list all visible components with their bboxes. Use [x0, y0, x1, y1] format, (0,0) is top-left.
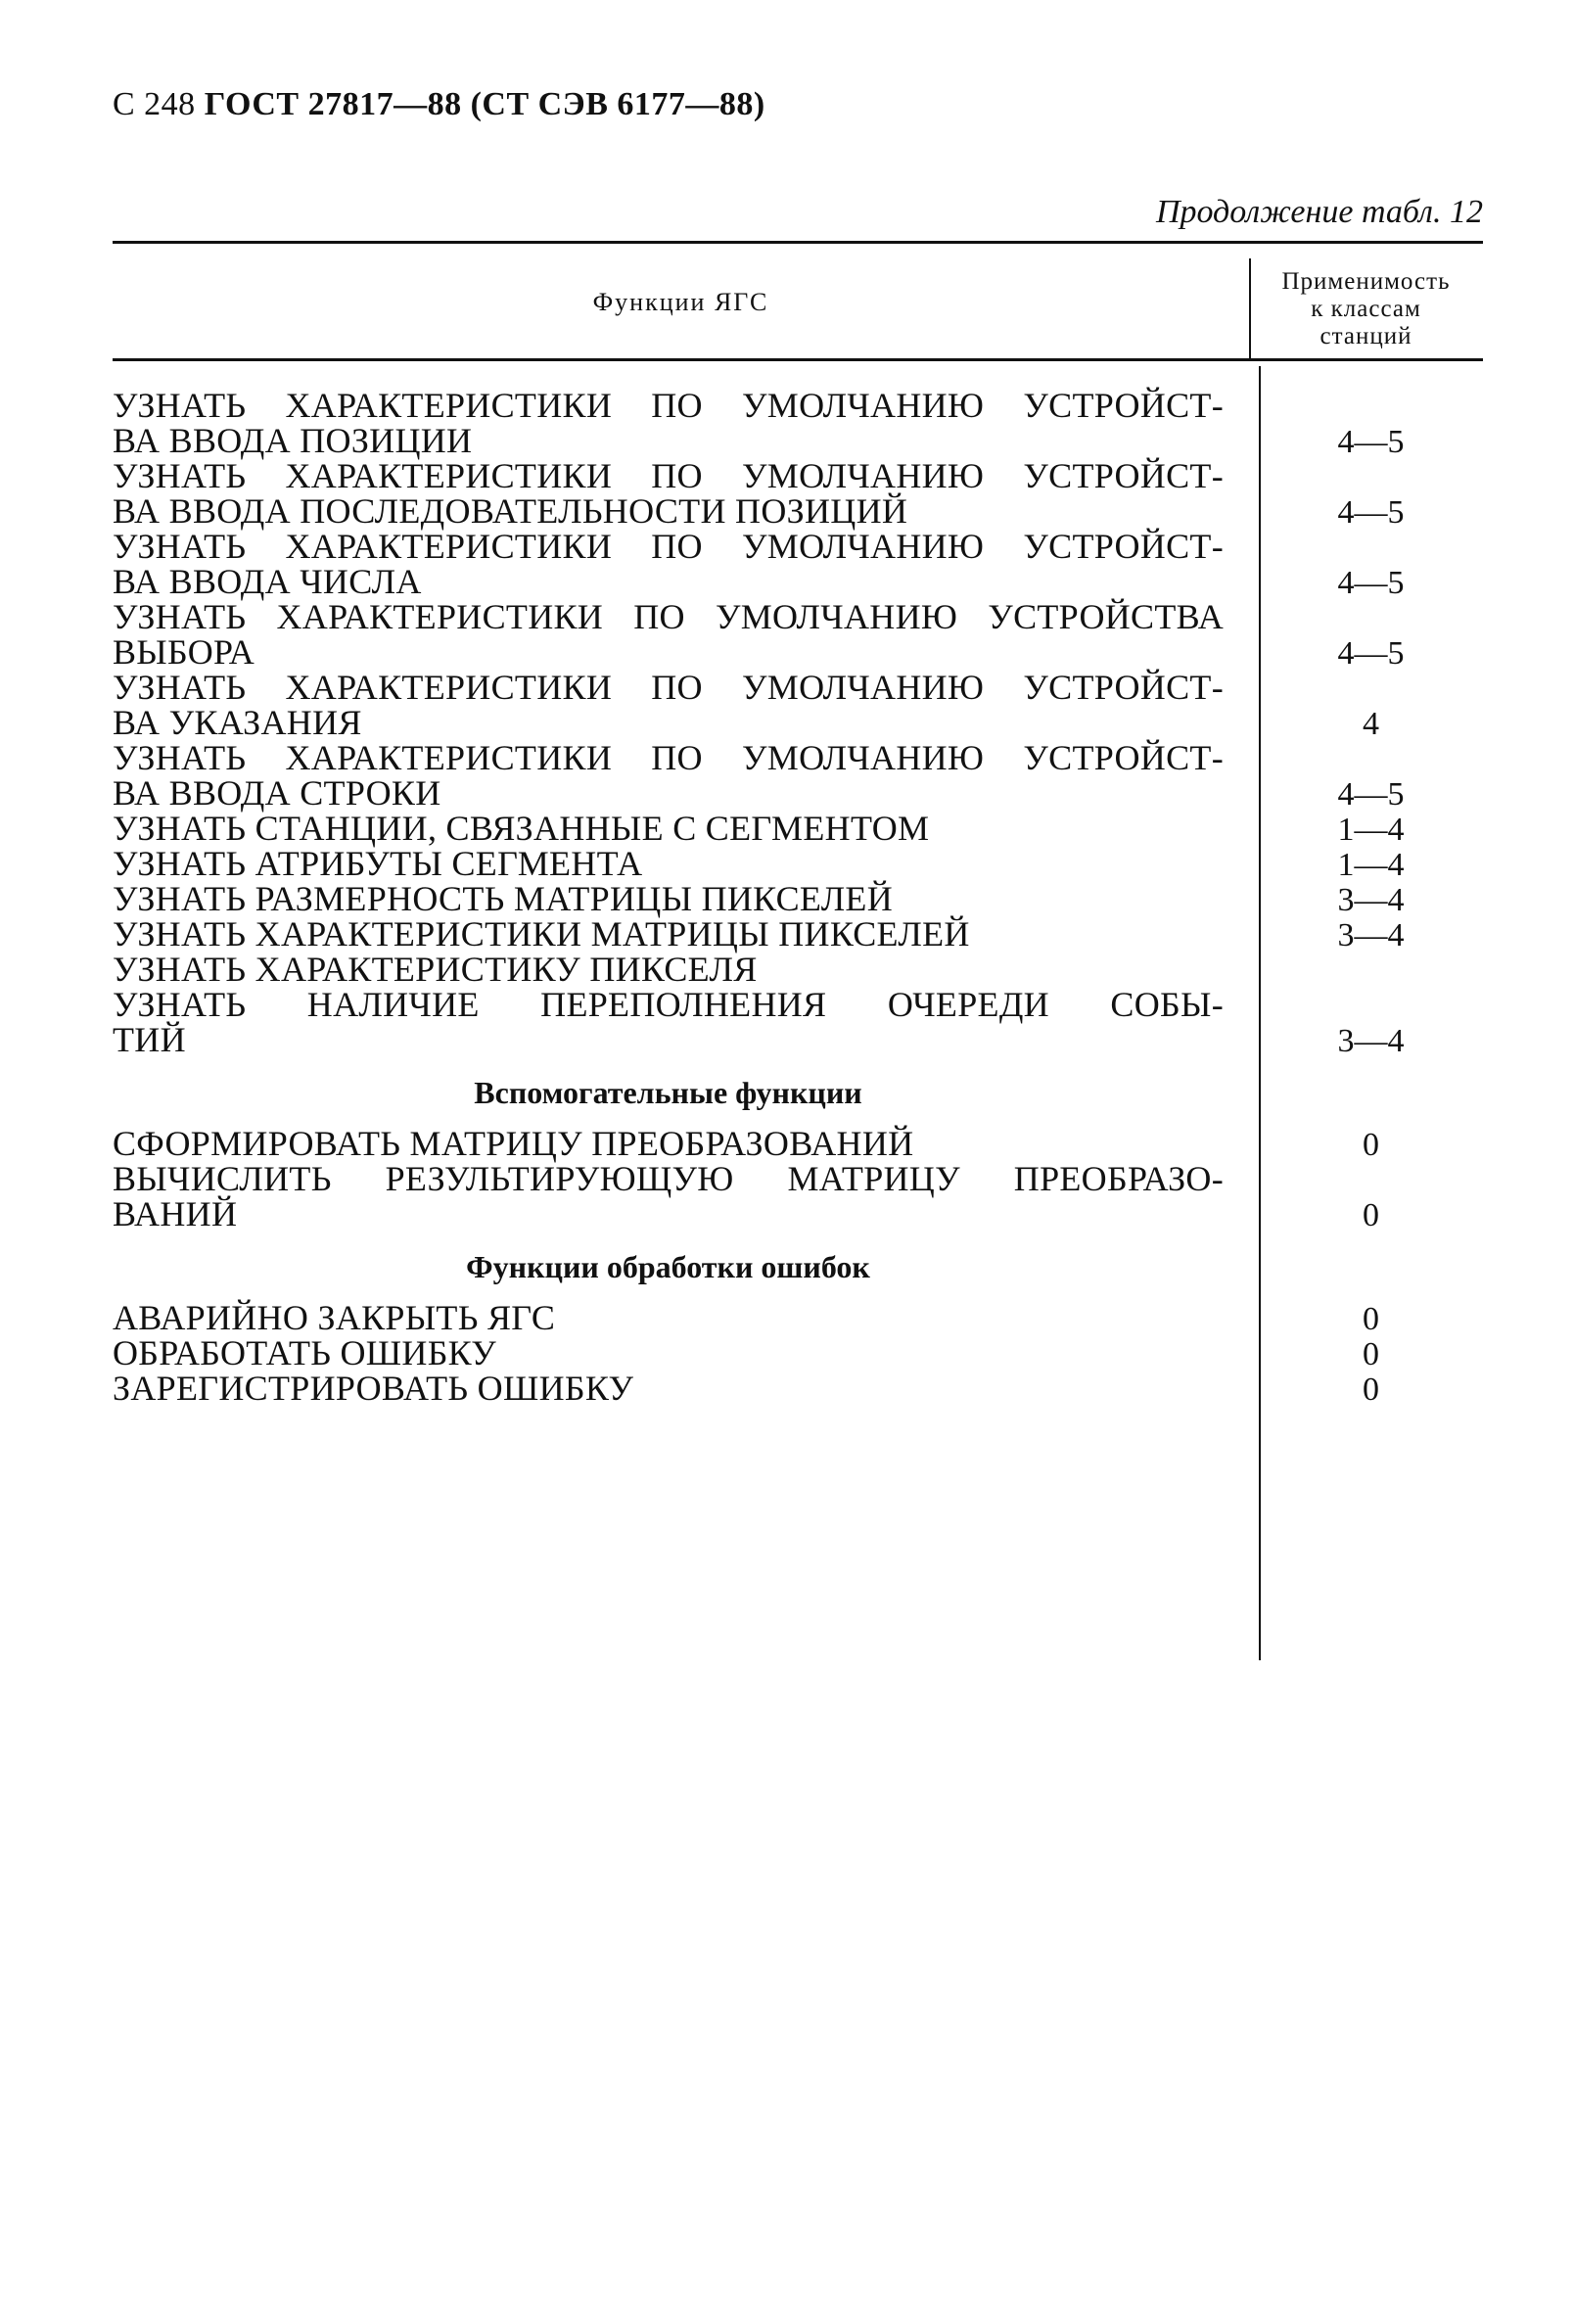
function-name-line: УЗНАТЬ ХАРАКТЕРИСТИКИ ПО УМОЛЧАНИЮ УСТРОЙСТ- — [113, 527, 1224, 566]
function-name — [113, 599, 1224, 670]
applicability-value: 0 — [1363, 1127, 1379, 1163]
table-row — [113, 1335, 1483, 1371]
function-name-line: УЗНАТЬ ХАРАКТЕРИСТИКИ МАТРИЦЫ ПИКСЕЛЕЙ — [113, 914, 970, 953]
column-header-applicability-line: станций — [1319, 323, 1412, 349]
applicability-value: 3—4 — [1337, 882, 1405, 918]
function-name-line: ТИЙ — [113, 1020, 186, 1059]
function-name-line: ВА ВВОДА СТРОКИ — [113, 773, 441, 813]
applicability-value: 4 — [1363, 706, 1379, 742]
function-name-line: ОБРАБОТАТЬ ОШИБКУ — [113, 1333, 497, 1372]
table-row — [113, 916, 1483, 952]
function-name — [113, 846, 1224, 881]
function-name-line: УЗНАТЬ ХАРАКТЕРИСТИКИ ПО УМОЛЧАНИЮ УСТРОЙСТ- — [113, 738, 1224, 777]
table-row — [113, 987, 1483, 1057]
applicability-value: 1—4 — [1337, 812, 1405, 848]
table-body — [113, 388, 1483, 1406]
function-name-line: ВА ВВОДА ЧИСЛА — [113, 562, 422, 601]
section-title: Функции обработки ошибок — [466, 1249, 870, 1284]
function-name-line: УЗНАТЬ ХАРАКТЕРИСТИКИ ПО УМОЛЧАНИЮ УСТРОЙСТ- — [113, 386, 1224, 425]
page-number: С 248 — [113, 86, 196, 122]
function-name-line: УЗНАТЬ ХАРАКТЕРИСТИКУ ПИКСЕЛЯ — [113, 950, 758, 989]
table-row — [113, 811, 1483, 846]
applicability-value: 0 — [1363, 1371, 1379, 1408]
applicability-value: 4—5 — [1337, 635, 1405, 672]
applicability-value: 3—4 — [1337, 917, 1405, 953]
function-name — [113, 458, 1224, 529]
function-name — [113, 529, 1224, 599]
applicability-value: 0 — [1363, 1197, 1379, 1233]
applicability-value: 0 — [1363, 1301, 1379, 1337]
function-name — [113, 1335, 1224, 1371]
table-top-rule — [113, 241, 1483, 244]
table-row — [113, 740, 1483, 811]
table-row — [113, 458, 1483, 529]
header-bottom-rule — [113, 358, 1483, 361]
function-name — [113, 952, 1224, 987]
standard-designation: ГОСТ 27817—88 (СТ СЭВ 6177—88) — [204, 86, 765, 122]
function-name-line: СФОРМИРОВАТЬ МАТРИЦУ ПРЕОБРАЗОВАНИЙ — [113, 1124, 914, 1163]
applicability-value: 3—4 — [1337, 1023, 1405, 1059]
table-row — [113, 1300, 1483, 1335]
applicability-value: 4—5 — [1337, 565, 1405, 601]
function-name — [113, 388, 1224, 458]
column-header-applicability — [1249, 268, 1483, 350]
applicability-value: 4—5 — [1337, 494, 1405, 531]
table-row — [113, 599, 1483, 670]
function-name-line: УЗНАТЬ ХАРАКТЕРИСТИКИ ПО УМОЛЧАНИЮ УСТРОЙСТ- — [113, 668, 1224, 707]
column-header-applicability-line: Применимость — [1281, 268, 1451, 295]
column-header-applicability-line: к классам — [1311, 296, 1421, 322]
function-name — [113, 670, 1224, 740]
function-name — [113, 987, 1224, 1057]
function-name — [113, 1371, 1224, 1406]
function-name — [113, 1126, 1224, 1161]
page-header — [113, 86, 765, 123]
function-name-line: АВАРИЙНО ЗАКРЫТЬ ЯГС — [113, 1298, 556, 1337]
function-name — [113, 811, 1224, 846]
function-name-line: ВА ВВОДА ПОЗИЦИИ — [113, 421, 473, 460]
table-row — [113, 1126, 1483, 1161]
applicability-value: 1—4 — [1337, 847, 1405, 883]
function-name — [113, 881, 1224, 916]
table-row — [113, 388, 1483, 458]
table-row — [113, 846, 1483, 881]
function-name — [113, 740, 1224, 811]
function-name-line: ВАНИЙ — [113, 1194, 238, 1233]
table-row — [113, 670, 1483, 740]
table-row — [113, 1161, 1483, 1232]
applicability-value: 4—5 — [1337, 424, 1405, 460]
table-row — [113, 1371, 1483, 1406]
function-name-line: УЗНАТЬ ХАРАКТЕРИСТИКИ ПО УМОЛЧАНИЮ УСТРОЙСТ- — [113, 456, 1224, 495]
table-continuation-caption: Продолжение табл. 12 — [1155, 194, 1483, 230]
function-name-line: УЗНАТЬ СТАНЦИИ, СВЯЗАННЫЕ С СЕГМЕНТОМ — [113, 809, 930, 848]
column-header-functions: Функции ЯГС — [592, 288, 769, 316]
table-row — [113, 881, 1483, 916]
section-title: Вспомогательные функции — [474, 1075, 862, 1110]
function-name-line: УЗНАТЬ ХАРАКТЕРИСТИКИ ПО УМОЛЧАНИЮ УСТРОЙСТВА — [113, 597, 1224, 636]
table-row — [113, 952, 1483, 987]
function-name-line: УЗНАТЬ АТРИБУТЫ СЕГМЕНТА — [113, 844, 643, 883]
applicability-value: 0 — [1363, 1336, 1379, 1372]
function-name — [113, 1161, 1224, 1232]
function-name-line: ВЫБОРА — [113, 632, 255, 672]
function-name-line: УЗНАТЬ НАЛИЧИЕ ПЕРЕПОЛНЕНИЯ ОЧЕРЕДИ СОБЫ- — [113, 985, 1224, 1024]
function-name-line: ЗАРЕГИСТРИРОВАТЬ ОШИБКУ — [113, 1369, 634, 1408]
header-column-divider — [1249, 258, 1251, 358]
function-name-line: ВА УКАЗАНИЯ — [113, 703, 362, 742]
applicability-value: 4—5 — [1337, 776, 1405, 813]
table-row — [113, 529, 1483, 599]
function-name — [113, 916, 1224, 952]
function-name-line: ВЫЧИСЛИТЬ РЕЗУЛЬТИРУЮЩУЮ МАТРИЦУ ПРЕОБРАЗО- — [113, 1159, 1224, 1198]
function-name-line: ВА ВВОДА ПОСЛЕДОВАТЕЛЬНОСТИ ПОЗИЦИЙ — [113, 491, 908, 531]
function-name-line: УЗНАТЬ РАЗМЕРНОСТЬ МАТРИЦЫ ПИКСЕЛЕЙ — [113, 879, 894, 918]
function-name — [113, 1300, 1224, 1335]
